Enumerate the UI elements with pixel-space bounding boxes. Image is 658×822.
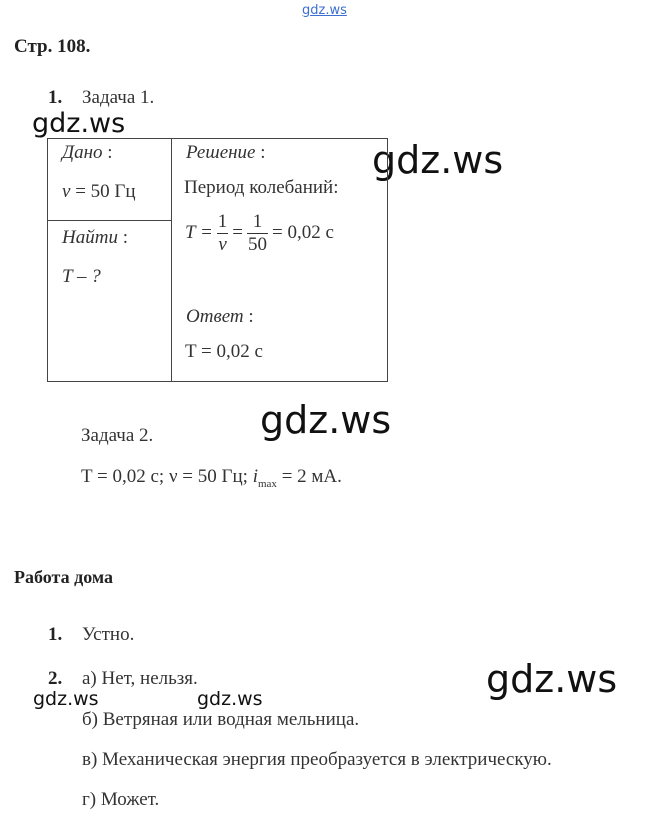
homework-heading: Работа дома — [14, 567, 113, 587]
page-heading: Стр. 108. — [14, 36, 91, 57]
answer-heading: Ответ : — [186, 306, 254, 327]
fraction-1-over-nu: $\frac{1}{\nu}$ — [217, 211, 228, 255]
homework-item-text: Устно. — [82, 624, 135, 645]
period-formula: T = $\frac{1}{\nu}$ = $\frac{1}{50}$ = 0,02 с — [185, 211, 334, 255]
homework-item-number: 2. — [48, 668, 63, 689]
homework-item-number: 1. — [48, 624, 63, 645]
watermark-top-link[interactable]: gdz.ws — [302, 3, 347, 18]
watermark-label: gdz.ws — [372, 138, 504, 182]
given-value: ν = 50 Гц — [62, 181, 136, 202]
given-heading: Дано : — [62, 142, 113, 163]
watermark-label: gdz.ws — [260, 398, 392, 442]
solution-heading: Решение : — [186, 142, 266, 163]
table-divider-horizontal — [47, 220, 172, 221]
homework-sub-item: в) Механическая энергия преобразуется в электрическую. — [82, 749, 552, 770]
answer-value: T = 0,02 с — [185, 341, 263, 362]
watermark-label: gdz.ws — [33, 688, 99, 710]
table-divider-vertical — [171, 138, 172, 381]
watermark-label: gdz.ws — [197, 688, 263, 710]
task-title: Задача 1. — [82, 87, 155, 108]
fraction-1-over-50: $\frac{1}{50}$ — [248, 211, 268, 255]
task2-title: Задача 2. — [81, 425, 154, 446]
solution-text: Период колебаний: — [184, 177, 339, 198]
homework-sub-item: г) Может. — [82, 789, 160, 810]
task2-given: T = 0,02 с; ν = 50 Гц; $i_{max} = 2$ мА. — [81, 466, 342, 490]
watermark-label: gdz.ws — [32, 108, 126, 139]
watermark-label: gdz.ws — [486, 657, 618, 701]
find-heading: Найти : — [62, 227, 128, 248]
homework-sub-item: б) Ветряная или водная мельница. — [82, 709, 360, 730]
task-number: 1. — [48, 87, 63, 108]
homework-item-text: а) Нет, нельзя. — [82, 668, 198, 689]
find-value: T – ? — [62, 266, 101, 287]
